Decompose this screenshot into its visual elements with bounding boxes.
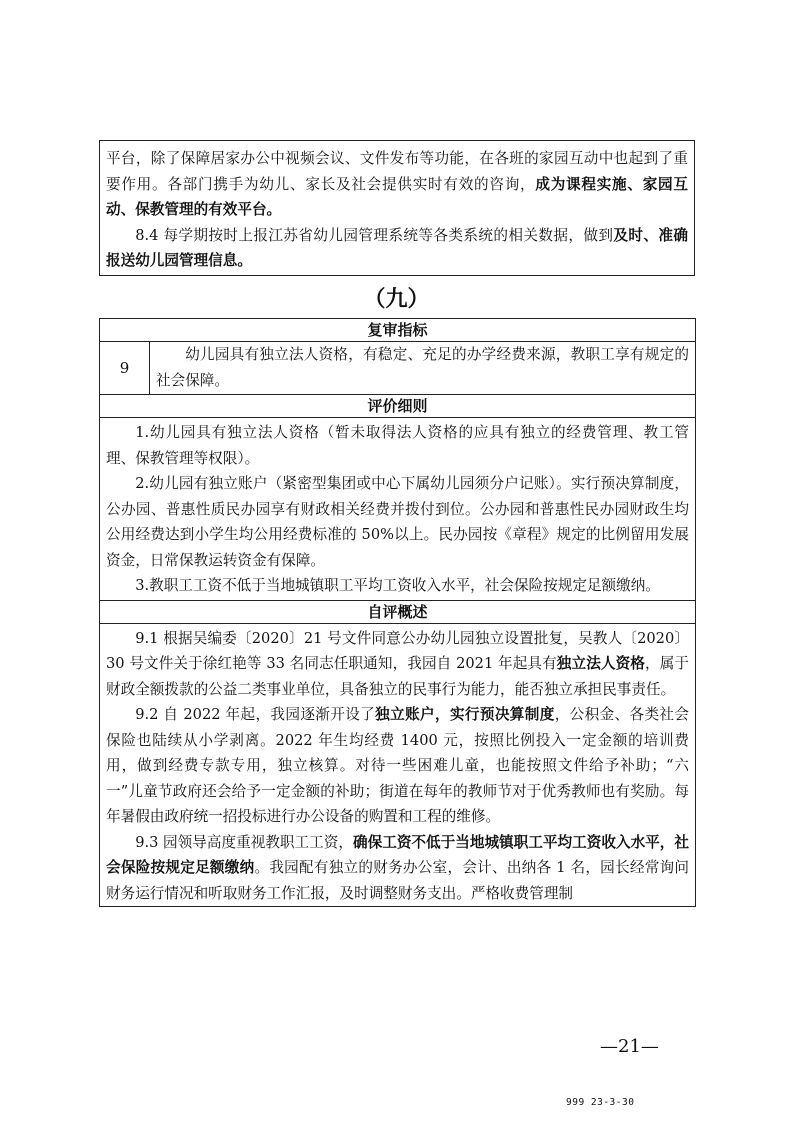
- section-heading: （九）: [363, 286, 430, 312]
- indicator-text: 幼儿园具有独立法人资格，有稳定、充足的办学经费来源，教职工享有规定的社会保障。: [156, 346, 690, 389]
- prev-paragraph-1: [106, 146, 688, 223]
- self-bold-2: 独立账户，实行预决算制度: [375, 706, 555, 723]
- criteria-cell: [100, 418, 696, 601]
- criteria-item-2: 2.幼儿园有独立账户（紧密型集团或中心下属幼儿园须分户记账）。实行预决算制度，公办园、普惠性质民办园享有财政相关经费并拨付到位。公办园和普惠性民办园财政生均公用经费达到小学生均公用经费标准的 50%以上。民办园按《章程》规定的比例留用发展资金，日常保教运转资金有保障。: [106, 475, 690, 569]
- prev-text: 平台，除了保障居家办公中视频会议、文件发布等功能，在各班的家园互动中也起到了重要作用。各部门携手为幼儿、家长及社会提供实时有效的咨询，: [106, 150, 688, 193]
- criteria-header: 评价细则: [100, 395, 696, 418]
- page-number: —21—: [600, 1036, 659, 1057]
- self-text-1c: ，属于财政全额拨款的公益二类事业单位，具备独立的民事行为能力，能否独立承担民事责任。: [106, 655, 689, 698]
- self-bold-1: 独立法人资格: [556, 655, 645, 672]
- self-text-1a: 9.1 根据吴编委〔2020〕21 号文件同意公办幼儿园独立设置批复，吴教人〔2020〕30 号文件关于徐红艳等 33 名同志任职通知，我园自 2021 年起具有: [106, 629, 690, 672]
- indicator-number: 9: [100, 342, 150, 395]
- prev-text-2: 8.4 每学期按时上报江苏省幼儿园管理系统等各类系统的相关数据，做到: [135, 226, 614, 244]
- indicator-header: 复审指标: [100, 319, 696, 342]
- prev-paragraph-2: [106, 223, 688, 274]
- self-eval-header: 自评概述: [100, 600, 696, 623]
- prev-bold-text-2: 及时、准确报送幼儿园管理信息。: [106, 226, 688, 269]
- prev-bold-text: 成为课程实施、家园互动、保教管理的有效平台。: [106, 175, 688, 218]
- self-bold-3: 确保工资不低于当地城镇职工平均工资收入水平，社会保险按规定足额缴纳: [106, 833, 689, 876]
- self-eval-paragraph-3: [106, 830, 689, 907]
- self-text-2c: ，公积金、各类社会保险也陆续从小学剥离。2022 年生均经费 1400 元，按照比例投入一定金额的培训费用，做到经费专款专用，独立核算。对待一些困难儿童，也能按照文件给予补助；“六一”儿童节政府还会给予一定金额的补助；街道在每年的教师节对于优秀教师也有奖励。每年暑假由政府统一招投标进行办公设备的购置和工程的维修。: [106, 706, 690, 825]
- self-eval-cell: [100, 623, 696, 907]
- self-text-3a: 9.3 园领导高度重视教职工工资，: [135, 833, 353, 851]
- self-text-3c: 。我园配有独立的财务办公室，会计、出纳各 1 名，园长经常询问财务运行情况和听取财务工作汇报，及时调整财务支出。严格收费管理制: [106, 859, 689, 902]
- print-stamp: 999 23-3-30: [566, 1097, 635, 1108]
- previous-section-box: [99, 140, 695, 276]
- self-eval-paragraph-2: [106, 702, 689, 830]
- review-table: [99, 318, 696, 907]
- criteria-item-1: 1.幼儿园具有独立法人资格（暂未取得法人资格的应具有独立的经费管理、教工管理、保教管理等权限）。: [106, 424, 690, 467]
- criteria-item-3: 3.教职工工资不低于当地城镇职工平均工资收入水平，社会保险按规定足额缴纳。: [135, 577, 660, 594]
- self-text-2a: 9.2 自 2022 年起，我园逐渐开设了: [135, 706, 376, 723]
- self-eval-paragraph-1: [106, 626, 689, 703]
